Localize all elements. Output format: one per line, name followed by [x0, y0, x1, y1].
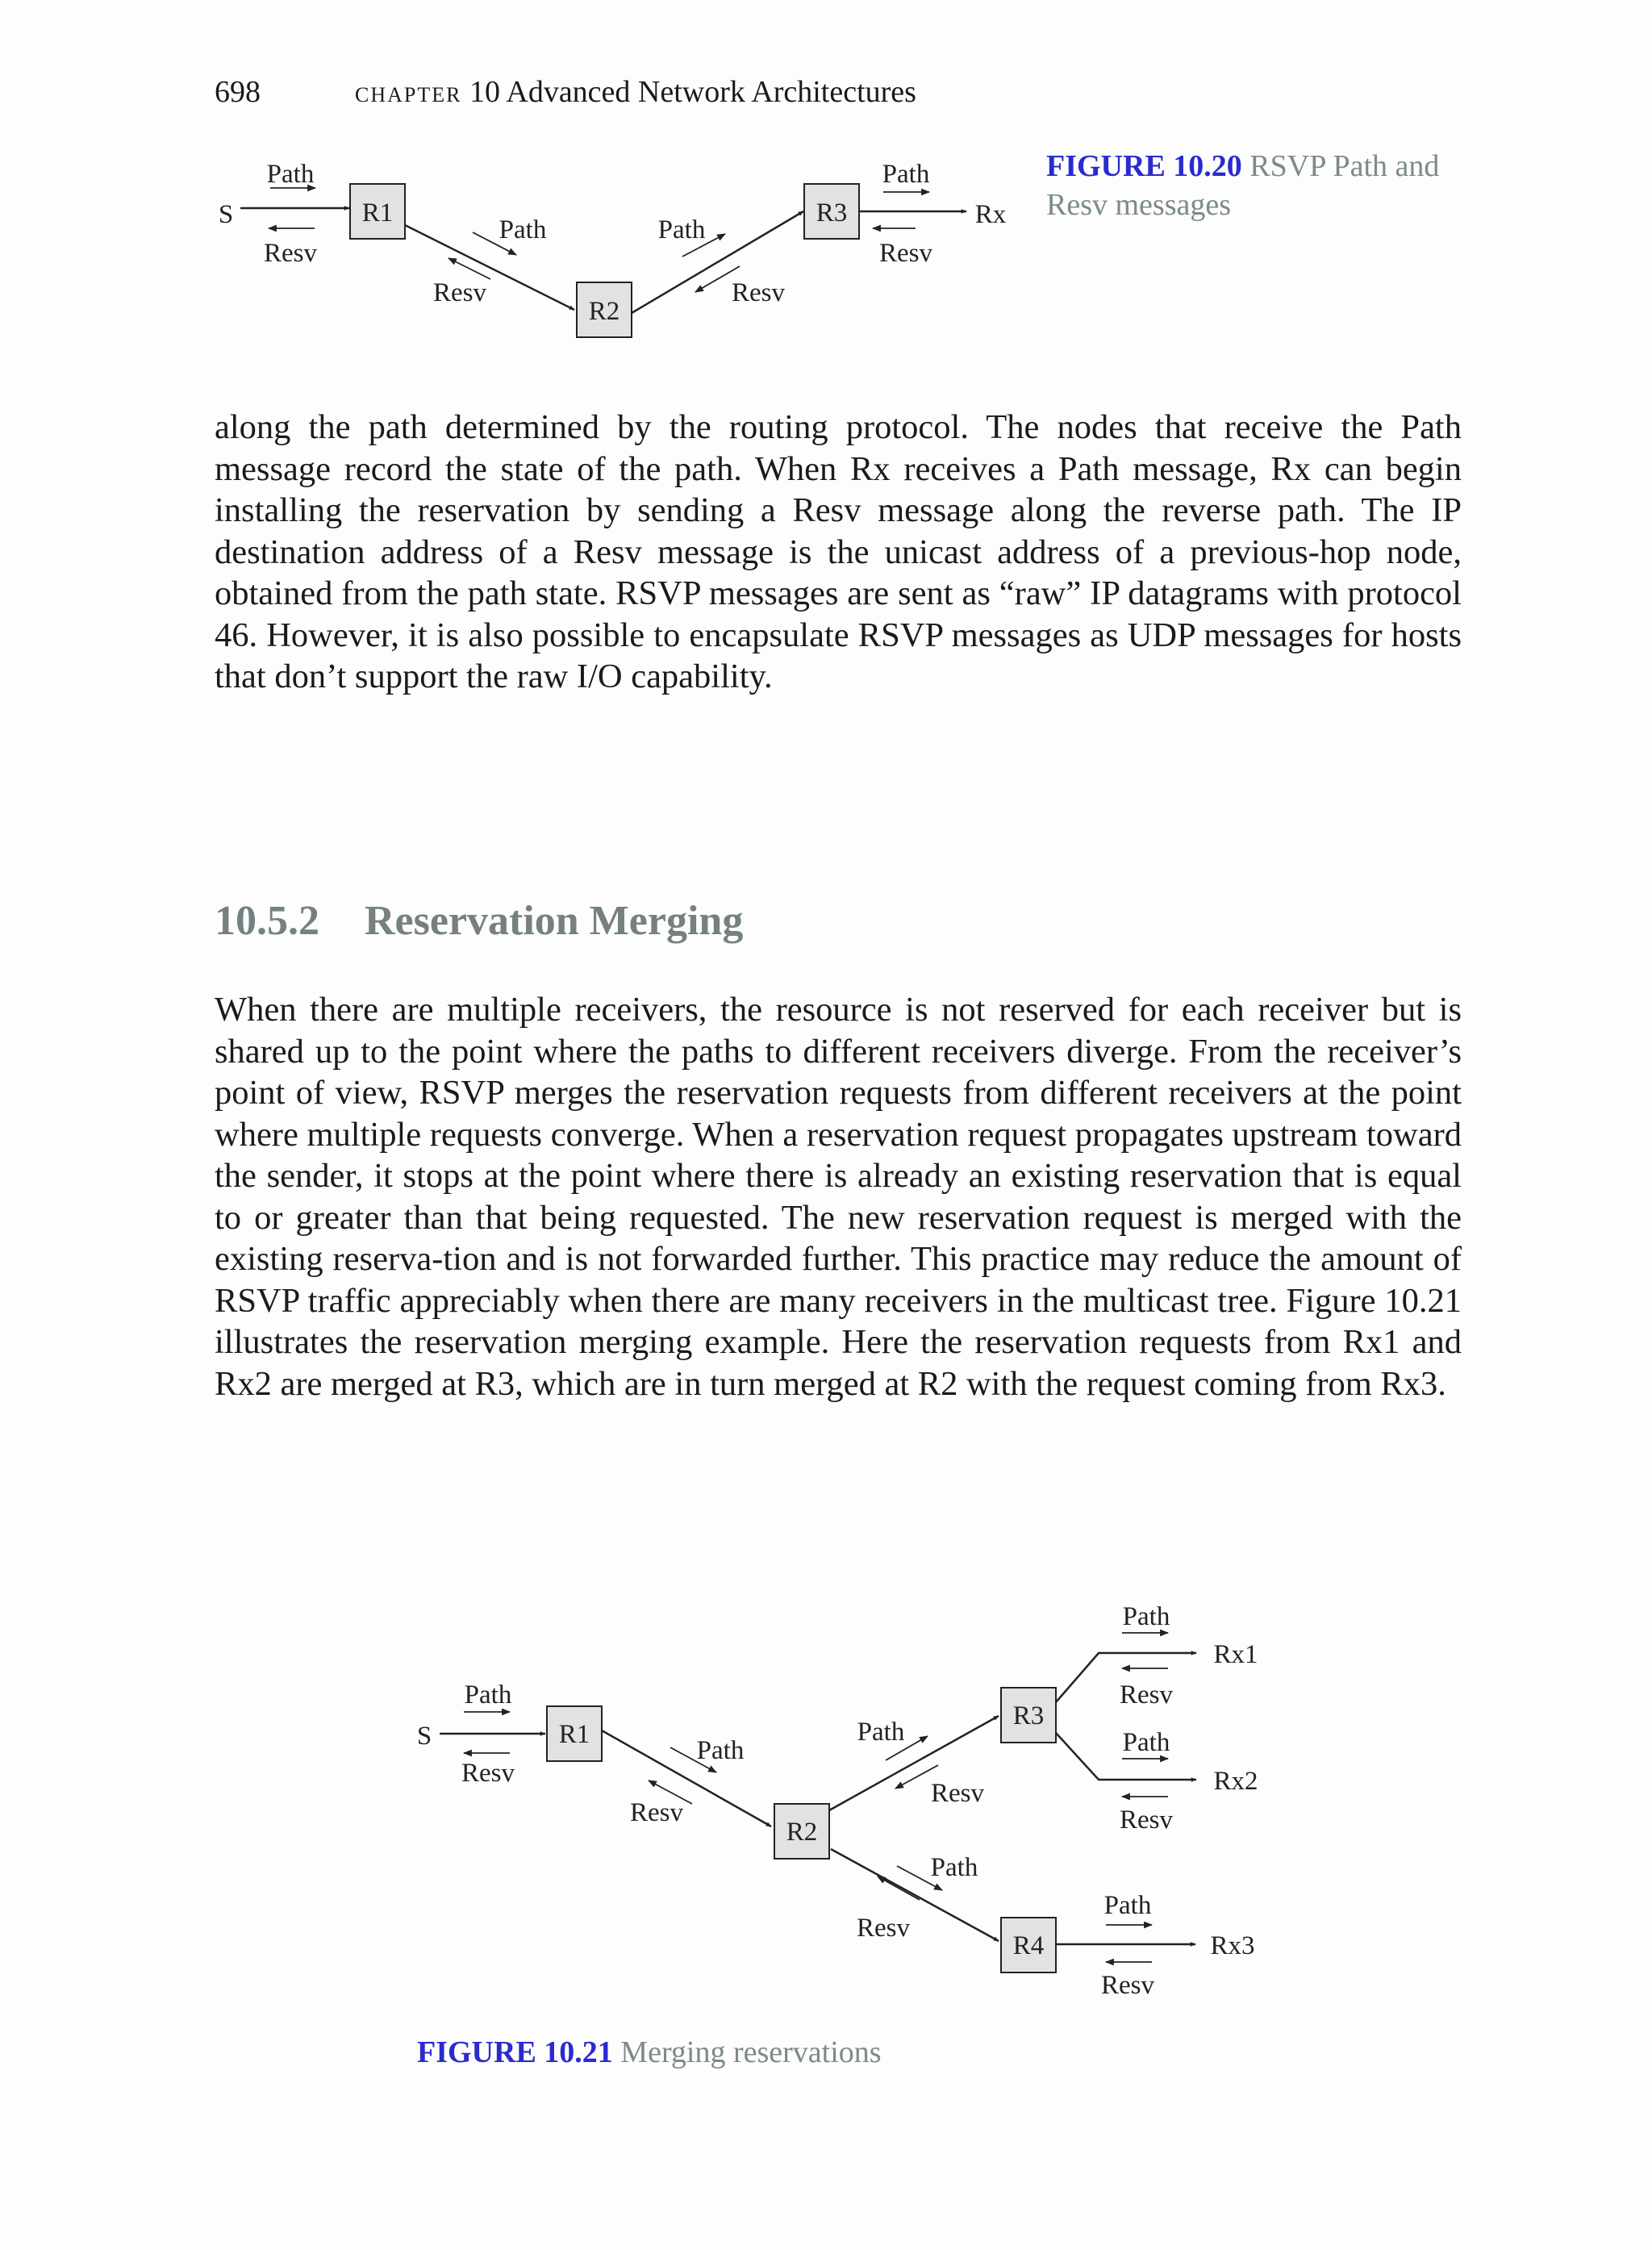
- node-r1-label: R1: [558, 1720, 590, 1749]
- figure-10-20-caption-text: RSVP Path and Resv messages: [1046, 149, 1440, 222]
- resv-label-r2-r4: Resv: [857, 1914, 910, 1943]
- figure-10-20-caption: [1046, 147, 1466, 224]
- path-label-r2-r3: Path: [657, 215, 706, 244]
- path-label-r1-r2: Path: [696, 1736, 745, 1765]
- node-r3-label: R3: [816, 198, 848, 228]
- path-label-r2-r4: Path: [930, 1853, 978, 1882]
- section-heading: [215, 897, 743, 945]
- chapter-label: CHAPTER: [355, 83, 462, 106]
- figure-10-21-label: FIGURE 10.21: [417, 2035, 613, 2069]
- node-r2-label: R2: [786, 1818, 818, 1847]
- body-paragraph-1: along the path determined by the routing protocol. The nodes that receive the Path message record the state of the path. When Rx receives a Path message, Rx can begin installing the reservation by sending a Resv message along the reverse path. The IP destination address of a Resv message is the unicast address of a previous-hop node, obtained from the path state. RSVP messages are sent as “raw” IP datagrams with protocol 46. However, it is also possible to encapsulate RSVP messages as UDP messages for hosts that don’t support the raw I/O capability.: [215, 408, 1462, 695]
- chapter-number: 10: [469, 75, 500, 109]
- link-r1-r2: [405, 225, 574, 310]
- chapter-title: Advanced Network Architectures: [506, 75, 916, 109]
- path-label-r1-r2: Path: [499, 215, 547, 244]
- node-r1-label: R1: [361, 198, 394, 228]
- resv-arrow-r2-r1: [448, 258, 490, 279]
- figure-10-20-label: FIGURE 10.20: [1046, 149, 1242, 183]
- figure-10-21-labels: [417, 1602, 1258, 2000]
- node-s-label: S: [416, 1722, 432, 1751]
- node-rx1-label: Rx1: [1213, 1640, 1258, 1669]
- section-number: 10.5.2: [215, 898, 319, 944]
- node-r2-label: R2: [588, 297, 620, 326]
- path-label-r3-rx1: Path: [1122, 1602, 1170, 1631]
- resv-label-r4-rx3: Resv: [1101, 1971, 1154, 2000]
- resv-label-r2-r3: Resv: [931, 1779, 984, 1808]
- path-label-r3-rx2: Path: [1122, 1728, 1170, 1757]
- node-rx3-label: Rx3: [1210, 1931, 1255, 1960]
- resv-label-r3-rx: Resv: [879, 239, 932, 268]
- resv-label-r2-r3: Resv: [732, 278, 785, 307]
- path-label-r4-rx3: Path: [1103, 1891, 1152, 1920]
- figure-10-20-labels: [219, 160, 1007, 326]
- node-rx-label: Rx: [974, 200, 1007, 229]
- section-title: Reservation Merging: [365, 898, 744, 944]
- node-rx2-label: Rx2: [1213, 1767, 1258, 1796]
- node-r3-label: R3: [1012, 1701, 1045, 1730]
- resv-label-s-r1: Resv: [461, 1759, 515, 1788]
- body-paragraph-2: When there are multiple receivers, the resource is not reserved for each receiver but is shared up to the point where the paths to different receivers diverge. From the receiver’s point of view, RSVP merges the reservation requests from different receivers at the point where multiple requests converge. When a reservation request propagates upstream toward the sender, it stops at the point where there is already an existing reservation that is equal to or greater than that being requested. The new reservation request is merged with the existing reserva-tion and is not forwarded further. This practice may reduce the amount of RSVP traffic appreciably when there are many receivers in the multicast tree. Figure 10.21 illustrates the reservation merging example. Here the reservation requests from Rx1 and Rx2 are merged at R3, which are in turn merged at R2 with the request coming from Rx3.: [215, 991, 1462, 1403]
- resv-label-r1-r2: Resv: [433, 278, 486, 307]
- resv-label-r3-rx1: Resv: [1120, 1680, 1173, 1709]
- path-label-s-r1: Path: [266, 160, 315, 189]
- node-r4-label: R4: [1012, 1931, 1045, 1960]
- resv-label-r3-rx2: Resv: [1120, 1805, 1173, 1835]
- figure-10-21-diagram: [440, 1633, 1196, 1972]
- path-label-r3-rx: Path: [882, 160, 930, 189]
- page-number: 698: [215, 75, 261, 109]
- figure-10-21-caption: [417, 2033, 882, 2072]
- node-s-label: S: [218, 200, 234, 229]
- resv-label-s-r1: Resv: [264, 239, 317, 268]
- resv-arrow-r4-r2: [878, 1876, 920, 1900]
- figure-10-21-caption-text: Merging reservations: [620, 2035, 882, 2069]
- resv-label-r1-r2: Resv: [630, 1798, 683, 1827]
- path-label-r2-r3: Path: [857, 1718, 905, 1747]
- link-r1-r2: [602, 1730, 771, 1826]
- path-label-s-r1: Path: [464, 1680, 512, 1709]
